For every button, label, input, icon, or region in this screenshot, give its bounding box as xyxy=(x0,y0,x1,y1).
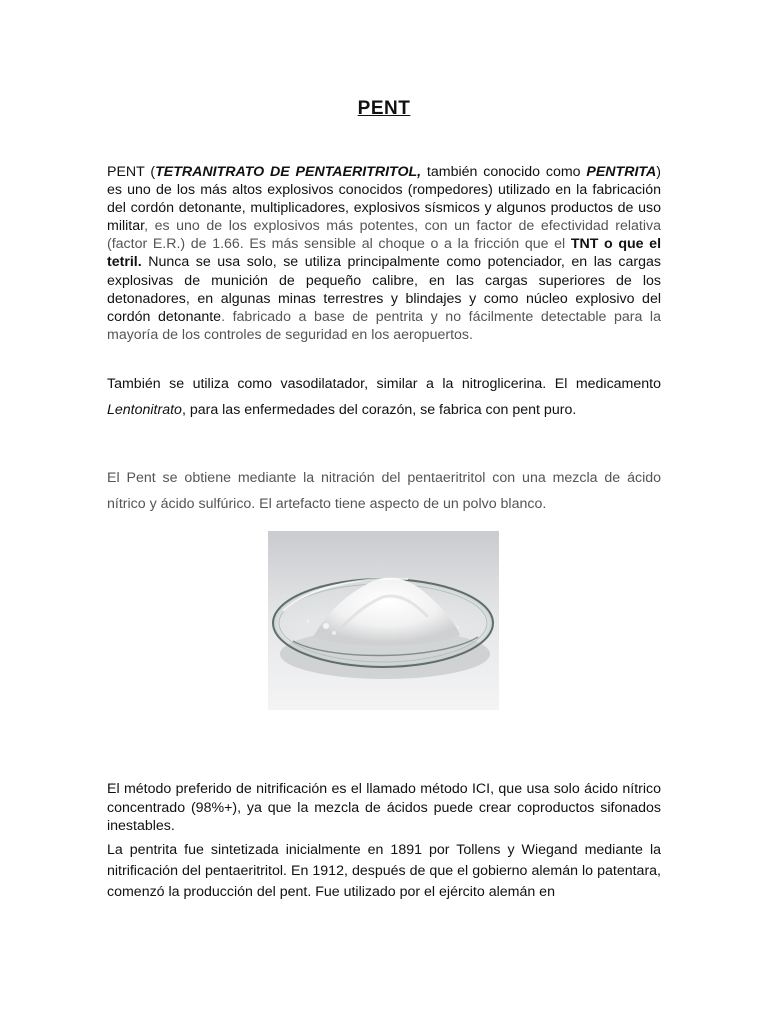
intro-text-4: , es uno de los explosivos más potentes, con un factor de efectividad relativa (factor E.R.) de 1.66. Es más sensible al choque o a la fricción que el xyxy=(107,218,661,253)
paragraph-ici-method: El método preferido de nitrificación es el llamado método ICI, que usa solo ácido nítrico concentrado (98%+), ya que la mezcla de ácidos puede crear coproductos sifonados inestables. xyxy=(107,781,661,834)
intro-text-5: Nunca se usa solo, se utiliza principalmente como potenciador, en las cargas explosivas de munición de pequeño calibre, en las cargas superiores de los detonadores, en algunas minas terrestres y blindajes y como núcleo explosivo del cordón detonante xyxy=(107,254,661,325)
intro-text-3: ) es uno de los más altos explosivos conocidos (rompedores) utilizado en la fabricación del cordón detonante, multiplicadores, explosivos sísmicos y algunos productos de uso militar xyxy=(107,164,661,235)
paragraph-nitration: El Pent se obtiene mediante la nitración del pentaeritritol con una mezcla de ácido nítrico y ácido sulfúrico. El artefacto tiene aspecto de un polvo blanco. xyxy=(107,470,661,512)
paragraph-vasodilator xyxy=(107,372,661,423)
intro-chemical-name: TETRANITRATO DE PENTAERITRITOL, xyxy=(155,164,422,180)
watch-glass-powder-image xyxy=(268,531,499,710)
intro-pentrita: PENTRITA xyxy=(586,164,657,180)
intro-text-1: PENT ( xyxy=(107,164,156,180)
paragraph-intro xyxy=(107,163,661,344)
vaso-text-2: , para las enfermedades del corazón, se fabrica con pent puro. xyxy=(181,401,577,418)
paragraph-history: La pentrita fue sintetizada inicialmente en 1891 por Tollens y Wiegand mediante la nitrificación del pentaeritritol. En 1912, después de que el gobierno alemán lo patentara, comenzó la producción del pent. Fue utilizado por el ejército alemán en xyxy=(107,842,661,900)
intro-text-6: . fabricado a base de pentrita y no fácilmente detectable para la mayoría de los controles de seguridad en los aeropuertos. xyxy=(107,308,661,343)
vaso-drug-name: Lentonitrato xyxy=(107,401,182,418)
vaso-text-1: También se utiliza como vasodilatador, similar a la nitroglicerina. El medicamento xyxy=(107,376,661,392)
pent-powder-photo xyxy=(268,531,499,710)
page-title: PENT xyxy=(357,98,411,119)
intro-text-2: también conocido como xyxy=(421,164,587,180)
intro-tnt: TNT o que el tetril. xyxy=(107,236,662,271)
